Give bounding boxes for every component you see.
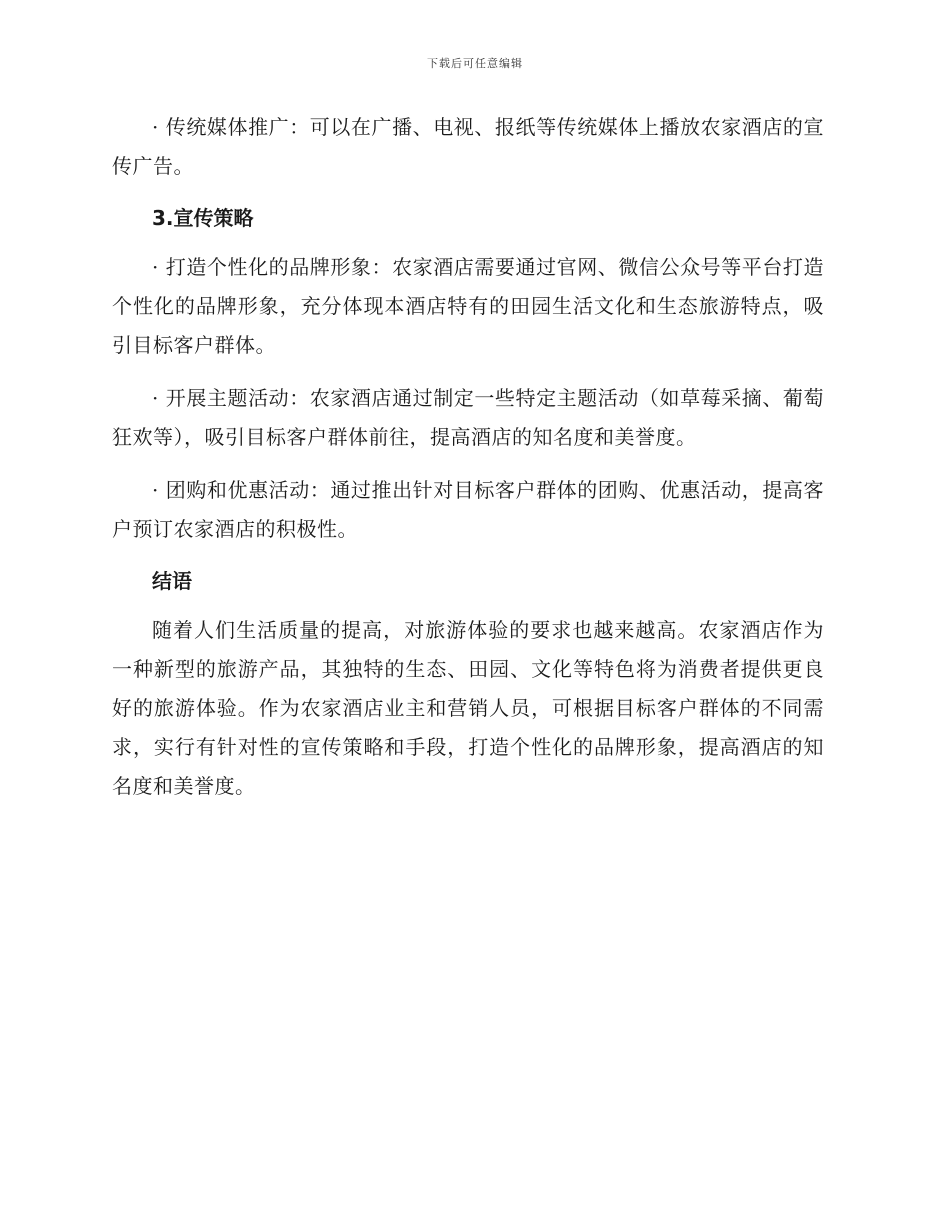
page-header-note: 下载后可任意编辑 (427, 57, 523, 70)
paragraph-group-buying: · 团购和优惠活动：通过推出针对目标客户群体的团购、优惠活动，提高客户预订农家酒店的积极性。 (112, 478, 824, 541)
section-heading-strategy: 3.宣传策略 (152, 206, 254, 230)
document-body (112, 108, 824, 820)
section-heading-conclusion: 结语 (152, 569, 192, 593)
paragraph-conclusion: 随着人们生活质量的提高，对旅游体验的要求也越来越高。农家酒店作为一种新型的旅游产品，其独特的生态、田园、文化等特色将为消费者提供更良好的旅游体验。作为农家酒店业主和营销人员，可根据目标客户群体的不同需求，实行有针对性的宣传策略和手段，打造个性化的品牌形象，提高酒店的知名度和美誉度。 (112, 618, 824, 798)
paragraph-brand-image: · 打造个性化的品牌形象：农家酒店需要通过官网、微信公众号等平台打造个性化的品牌形象，充分体现本酒店特有的田园生活文化和生态旅游特点，吸引目标客户群体。 (112, 255, 824, 357)
paragraph-traditional-media: · 传统媒体推广：可以在广播、电视、报纸等传统媒体上播放农家酒店的宣传广告。 (112, 115, 824, 178)
paragraph-theme-activities: · 开展主题活动：农家酒店通过制定一些特定主题活动（如草莓采摘、葡萄狂欢等），吸引目标客户群体前往，提高酒店的知名度和美誉度。 (112, 386, 824, 449)
